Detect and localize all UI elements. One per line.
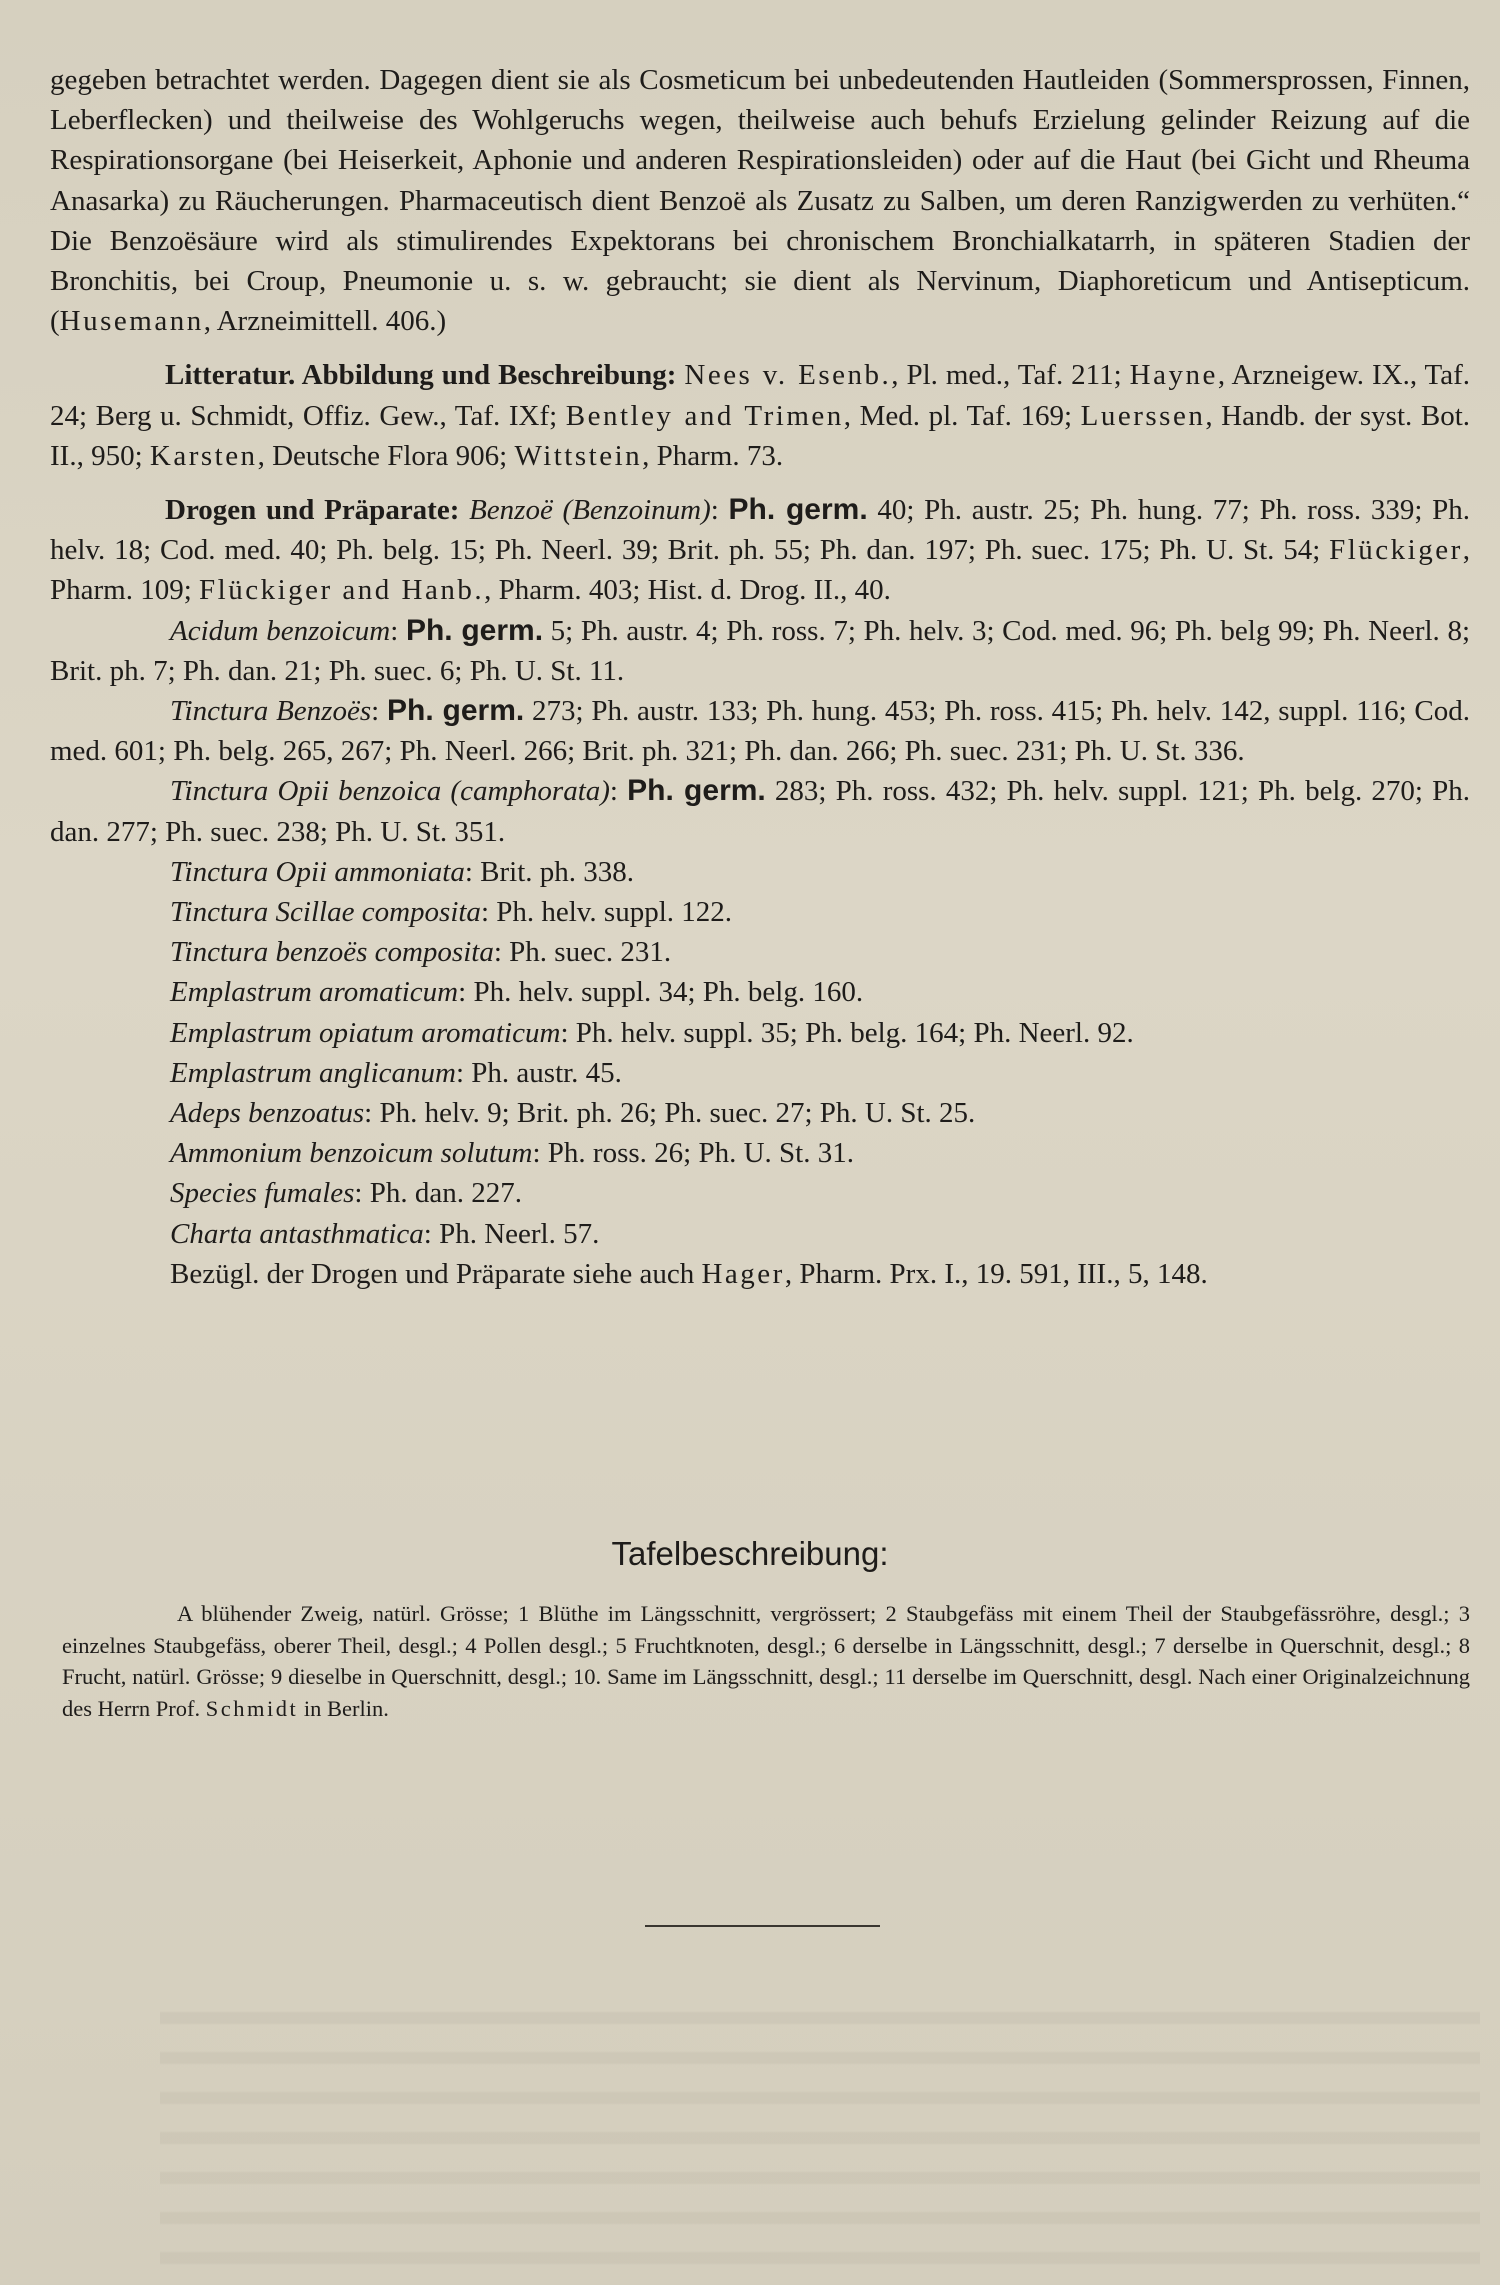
separator: : [354, 1177, 363, 1210]
reference-text: 40; Ph. austr. 25; Ph. hung. 77; Ph. ross. 339; Ph. helv. 18; Cod. med. 40; Ph. belg. 15; Ph. Neerl. 39; Brit. ph. 55; Ph. dan. 197; Ph. suec. 175; Ph. U. St. 54; [50, 494, 1471, 567]
reference-text: , Handb. der syst. Bot. II., 950; [50, 399, 1471, 472]
preparation-refs: Ph. ross. 26; Ph. U. St. 31. [540, 1137, 854, 1170]
preparation-item [50, 892, 1470, 932]
bezuegl-line [50, 1254, 1470, 1294]
preparation-refs: Ph. helv. suppl. 34; Ph. belg. 160. [466, 976, 864, 1009]
author-name: Bentley and Trimen [565, 399, 844, 432]
preparation-name: Tinctura Benzoës [170, 695, 372, 728]
author-name: Wittstein [514, 439, 643, 472]
separator: : [458, 976, 467, 1009]
preparation-item [50, 852, 1470, 892]
preparation-name: Species fumales [170, 1177, 355, 1210]
reference-text: , Arzneigew. IX., Taf. 24; Berg u. Schmidt, Offiz. Gew., Taf. IXf; [50, 359, 1470, 432]
preparation-item [50, 691, 1470, 771]
author-name: Nees v. Esenb. [684, 359, 892, 392]
reference-text: , Pharm. 403; Hist. d. Drog. II., 40. [484, 574, 891, 607]
preparation-name: Tinctura Opii benzoica (camphorata) [170, 775, 610, 808]
preparation-name: Emplastrum opiatum aromaticum [170, 1016, 561, 1049]
separator: : [423, 1217, 432, 1250]
reference-text: , Pharm. 73. [642, 439, 784, 472]
preparation-item [50, 1053, 1470, 1093]
separator: : [364, 1097, 373, 1130]
separator: : [390, 614, 399, 647]
preparation-name: Tinctura benzoës composita [170, 936, 494, 969]
preparation-name: Emplastrum anglicanum [170, 1056, 456, 1089]
drug-name: Benzoë (Benzoinum) [469, 494, 711, 527]
preparation-item [50, 972, 1470, 1012]
preparation-name: Acidum benzoicum [170, 614, 391, 647]
main-text [50, 60, 1470, 1294]
preparation-name: Adeps benzoatus [170, 1097, 365, 1130]
bleed-through-area [160, 1985, 1480, 2285]
author-name: Flückiger [1329, 534, 1463, 567]
reference-text: , Pharm. 109; [50, 534, 1470, 607]
reference-text: Bezügl. der Drogen und Präparate siehe auch [170, 1257, 702, 1290]
drogen-heading: Drogen und Präparate: [165, 494, 460, 527]
preparation-refs: Ph. austr. 45. [464, 1056, 622, 1089]
preparation-name: Tinctura Opii ammoniata [170, 855, 465, 888]
preparation-item [50, 1173, 1470, 1213]
tafel-text: A blühender Zweig, natürl. Grösse; 1 Blüthe im Längsschnitt, vergrössert; 2 Staubgefäss mit einem Theil der Staubgefässröhre, desgl.; 3 einzelnes Staubgefäss, oberer Theil, desgl.; 4 Pollen desgl.; 5 Fruchtknoten, desgl.; 6 derselbe in Längsschnitt, desgl.; 7 derselbe in Querschnit, desgl.; 8 Frucht, natürl. Grösse; 9 dieselbe in Querschnitt, desgl.; 10. Same im Längsschnitt, desgl.; 11 derselbe im Querschnitt, desgl. Nach einer Originalzeichnung des Herrn Prof. [62, 1601, 1470, 1721]
citation-rest: , Arzneimittell. 406.) [203, 305, 447, 338]
ph-germ-label: Ph. germ. [405, 613, 544, 647]
separator: : [560, 1016, 569, 1049]
preparation-refs: Ph. helv. suppl. 122. [489, 896, 733, 929]
reference-text: , Med. pl. Taf. 169; [843, 399, 1081, 432]
author-name: Luerssen [1080, 399, 1206, 432]
preparation-item [50, 1133, 1470, 1173]
preparation-name: Charta antasthmatica [170, 1217, 424, 1250]
ph-germ-label: Ph. germ. [728, 493, 868, 527]
reference-text: , Deutsche Flora 906; [257, 439, 515, 472]
separator: : [371, 695, 380, 728]
separator: : [609, 775, 618, 808]
preparation-item [50, 771, 1470, 851]
author-name: Karsten [149, 439, 258, 472]
preparation-name: Tinctura Scillae composita [170, 896, 481, 929]
preparation-item [50, 1214, 1470, 1254]
separator: : [532, 1137, 541, 1170]
preparation-refs: Brit. ph. 338. [472, 855, 635, 888]
preparation-list [50, 611, 1470, 1254]
reference-text: , Pharm. Prx. I., 19. 591, III., 5, 148. [784, 1257, 1208, 1290]
author-name: Flückiger and Hanb. [199, 574, 485, 607]
separator: : [455, 1056, 465, 1089]
preparation-item [50, 1093, 1470, 1133]
intro-text: gegeben betrachtet werden. Dagegen dient sie als Cosmeticum bei unbedeutenden Hautleiden (Sommersprossen, Finnen, Leberflecken) und theilweise des Wohlgeruchs wegen, theilweise auch behufs Erzielung gelinder Reizung auf die Respirationsorgane (bei Heiserkeit, Aphonie und anderen Respirationsleiden) oder auf die Haut (bei Gicht und Rheuma Anasarka) zu Räucherungen. Pharmaceutisch dient Benzoë als Zusatz zu Salben, um deren Ranzigwerden zu verhüten.“ Die Benzoësäure wird als stimulirendes Expektorans bei chronischem Bronchialkatarrh, in späteren Stadien der Bronchitis, bei Croup, Pneumonie u. s. w. gebraucht; sie dient als Nervinum, Diaphoreticum und Antisepticum. [50, 64, 1470, 298]
preparation-item [50, 932, 1470, 972]
intro-paragraph: gegeben betrachtet werden. Dagegen dient sie als Cosmeticum bei unbedeutenden Hautleiden (Sommersprossen, Finnen, Leberflecken) und theilweise des Wohlgeruchs wegen, theilweise auch behufs Erzielung gelinder Reizung auf die Respirationsorgane (bei Heiserkeit, Aphonie und anderen Respirationsleiden) oder auf die Haut (bei Gicht und Rheuma Anasarka) zu Räucherungen. Pharmaceutisch dient Benzoë als Zusatz zu Salben, um deren Ranzigwerden zu verhüten.“ Die Benzoësäure wird als stimulirendes Expektorans bei chronischem Bronchialkatarrh, in späteren Stadien der Bronchitis, bei Croup, Pneumonie u. s. w. gebraucht; sie dient als Nervinum, Diaphoreticum und Antisepticum. (Husemann, Arzneimittell. 406.) [50, 64, 1470, 338]
reference-text: , Pl. med., Taf. 211; [891, 359, 1130, 392]
preparation-refs: Ph. suec. 231. [501, 936, 672, 969]
author-name: Hayne [1129, 359, 1218, 392]
tafel-description [62, 1598, 1470, 1724]
preparation-item [50, 611, 1470, 691]
preparation-refs: 273; Ph. austr. 133; Ph. hung. 453; Ph. ross. 415; Ph. helv. 142, suppl. 116; Cod. med. 601; Ph. belg. 265, 267; Ph. Neerl. 266; Brit. ph. 321; Ph. dan. 266; Ph. suec. 231; Ph. U. St. 336. [50, 695, 1471, 768]
litteratur-paragraph [50, 355, 1470, 476]
preparation-item [50, 1013, 1470, 1053]
drogen-paragraph: Drogen und Präparate: Benzoë (Benzoinum): Ph. germ. 40; Ph. austr. 25; Ph. hung. 77; Ph. ross. 339; Ph. helv. 18; Cod. med. 40; Ph. belg. 15; Ph. Neerl. 39; Brit. ph. 55; Ph. dan. 197; Ph. suec. 175; Ph. U. St. 54; Flückiger, Pharm. 109; Flückiger and Hanb., Pharm. 403; Hist. d. Drog. II., 40. [50, 493, 1471, 607]
preparation-refs: Ph. helv. 9; Brit. ph. 26; Ph. suec. 27; Ph. U. St. 25. [372, 1097, 976, 1130]
author-name: Schmidt [205, 1695, 299, 1721]
ph-germ-label: Ph. germ. [386, 694, 525, 728]
preparation-refs: Ph. dan. 227. [362, 1177, 522, 1210]
section-divider [645, 1925, 880, 1927]
separator: : [464, 855, 473, 888]
preparation-refs: Ph. Neerl. 57. [431, 1217, 600, 1250]
preparation-refs: 283; Ph. ross. 432; Ph. helv. suppl. 121; Ph. belg. 270; Ph. dan. 277; Ph. suec. 238; Ph. U. St. 351. [50, 775, 1471, 848]
ph-germ-label: Ph. germ. [627, 774, 766, 808]
author-name: Hager [701, 1257, 785, 1290]
preparation-refs: 5; Ph. austr. 4; Ph. ross. 7; Ph. helv. 3; Cod. med. 96; Ph. belg 99; Ph. Neerl. 8; Brit. ph. 7; Ph. dan. 21; Ph. suec. 6; Ph. U. St. 11. [50, 614, 1470, 687]
tafel-tail: in Berlin. [298, 1695, 389, 1721]
preparation-name: Ammonium benzoicum solutum [170, 1137, 533, 1170]
preparation-name: Emplastrum aromaticum [170, 976, 459, 1009]
tafel-title: Tafelbeschreibung: [611, 1535, 889, 1572]
separator: : [493, 936, 502, 969]
litteratur-heading: Litteratur. Abbildung und Beschreibung: [165, 359, 677, 392]
separator: : [480, 896, 489, 929]
preparation-refs: Ph. helv. suppl. 35; Ph. belg. 164; Ph. Neerl. 92. [568, 1016, 1134, 1049]
citation-author: Husemann [59, 305, 204, 338]
